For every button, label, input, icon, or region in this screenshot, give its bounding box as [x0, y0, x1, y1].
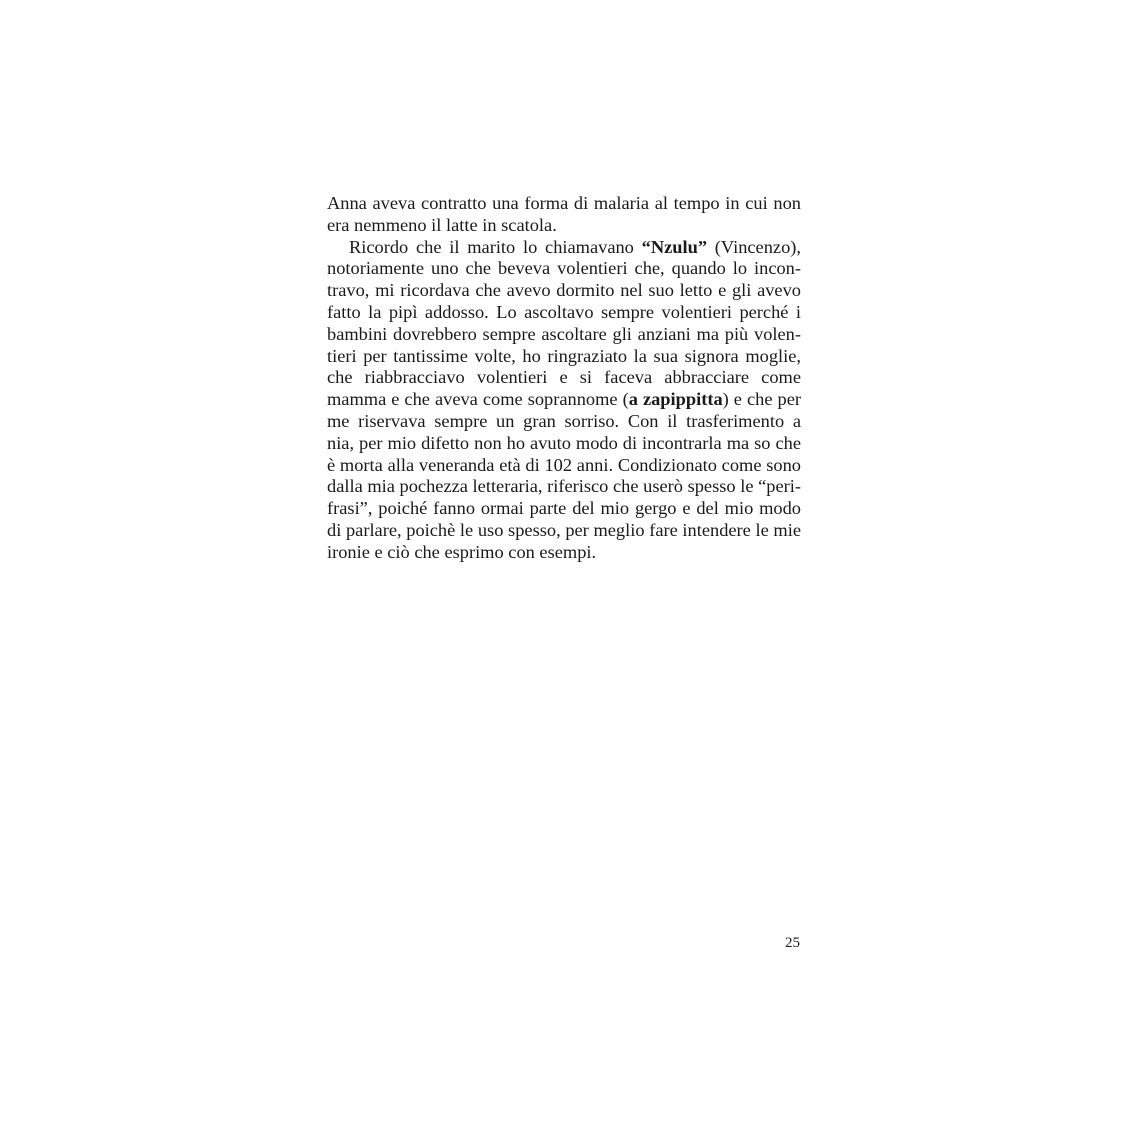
text-line: frasi”, poiché fanno ormai parte del mio gergo e del mio modo [327, 498, 801, 519]
text-line: nia, per mio difetto non ho avuto modo di incontrarla ma so che [327, 432, 801, 453]
page-number: 25 [785, 935, 800, 951]
text-line [327, 237, 801, 259]
text-line [327, 389, 801, 411]
text-line: me riservava sempre un gran sorriso. Con il trasferimento a [327, 410, 801, 431]
text-line: fatto la pipì addosso. Lo ascoltavo sempre volentieri perché i [327, 301, 801, 322]
text-line: dalla mia pochezza letteraria, riferisco che userò spesso le “peri- [327, 476, 801, 497]
text-line: tieri per tantissime volte, ho ringraziato la sua signora moglie, [327, 345, 801, 366]
bold-nickname: “Nzulu” [641, 236, 708, 257]
text-line: travo, mi ricordava che avevo dormito nel suo letto e gli avevo [327, 280, 801, 301]
text-segment: (Vincenzo), [707, 236, 801, 257]
text-segment: ) e che per [722, 389, 801, 410]
text-line: ironie e ciò che esprimo con esempi. [327, 541, 597, 562]
bold-nickname: a zapippitta [628, 389, 723, 410]
text-line: notoriamente uno che beveva volentieri che, quando lo incon- [327, 258, 801, 279]
text-segment: Ricordo che il marito lo chiamavano [349, 236, 642, 257]
text-line: è morta alla veneranda età di 102 anni. Condizionato come sono [327, 454, 801, 475]
body-text [327, 193, 801, 564]
text-line: Anna aveva contratto una forma di malaria al tempo in cui non [327, 193, 801, 213]
text-line: era nemmeno il latte in scatola. [327, 214, 557, 235]
text-line: di parlare, poichè le uso spesso, per meglio fare intendere le mie [327, 519, 801, 540]
text-line: bambini dovrebbero sempre ascoltare gli anziani ma più volen- [327, 323, 801, 344]
text-segment: mamma e che aveva come soprannome ( [327, 389, 629, 410]
text-line: che riabbracciavo volentieri e si faceva abbracciare come [327, 367, 801, 388]
